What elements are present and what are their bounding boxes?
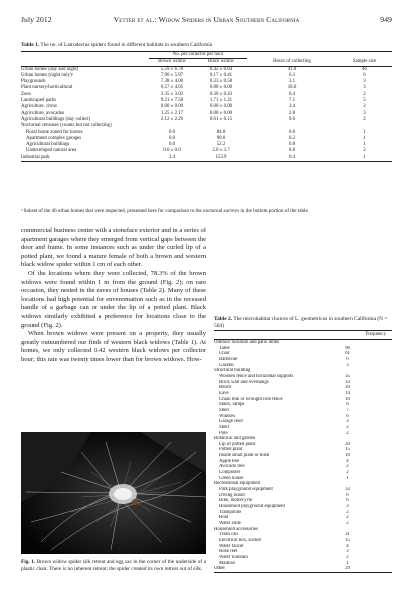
figure-caption [21,559,206,572]
table2-cell-microhabitat: Park playground equipment [219,487,273,493]
table1-cell-black: 84.0 [216,129,226,135]
table2-cell-frequency: 2 [346,424,349,430]
table1-cell-brown: 0.00 ± 0.00 [160,104,184,110]
table1-cell-black: 2.6 ± 3.7 [212,148,230,154]
table2-label: Table 2. [214,316,233,322]
table1-row [21,66,392,73]
table2-cell-microhabitat: Table [219,345,230,351]
table2-cell-frequency: 6 [346,356,349,362]
table2-cell-microhabitat: Composter [219,470,241,476]
table2-cell-microhabitat: Trampoline [219,509,242,515]
table2-cell-microhabitat: Chain link or wrought iron fence [219,396,283,402]
table2-cell-frequency: 8 [346,402,349,408]
issue-date: July 2012 [21,15,52,24]
table2-cell-microhabitat: Gazebo [219,362,234,368]
table2-cell-frequency: 2 [346,509,349,515]
table2-cell-microhabitat: Botanical and garden [214,436,256,442]
table1-cell-black: 0.00 ± 0.00 [209,110,233,116]
table2-cell-frequency: 2 [346,430,349,436]
table1-cell-black: 0.00 ± 0.00 [209,104,233,110]
table2-cell-frequency: 6 [346,498,349,504]
table2-cell-frequency: 1 [346,560,349,566]
table1-cell-habitat: Agricultural buildings [26,142,70,148]
table1-cell-hours: 18.0 [287,85,297,91]
table1-cell-brown: 0.0 ± 0.0 [163,148,181,154]
table2-cell-frequency: 7 [346,407,349,413]
table2-cell-frequency: 20 [345,385,350,391]
table2-cell-frequency: 3 [346,362,349,368]
table2-cell-frequency: 2 [346,521,349,526]
table1-col-brown: Brown widow [149,59,195,66]
table2-cell-frequency: 31 [345,532,350,538]
table2-cell-microhabitat: Barbecue [219,356,238,362]
body-paragraph: commercial business center with a stoneface exterior and in a series of apartment garages where they emerged from vertical gaps between the door and frame. In some instances such as under the curled lip of a potted plant, we found a mature female of both a brown and western black widow spider within 1 cm of each other. [21,227,206,269]
table2-cell-frequency: 29 [303,566,392,572]
spider-retreat-photo [21,432,206,554]
table1-cell-black: 0.33 ± 0.58 [209,79,233,85]
table2-cell-frequency: 14 [345,390,350,396]
table1-cell-hours: 6.4 [288,91,296,97]
table2-title: The microhabitat choices of L. geometricus in southern California (N = 504) [214,316,388,329]
table1-col-hours: Hours of collecting [247,59,337,66]
body-paragraph: When brown widows were present on a property, they usually greatly outnumbered our finds of western black widows (Table 1). At homes, we only collected 0.42 western black widows per collector hour; this rate was twenty times lower than for brown widows. How- [21,330,206,363]
table1-cell-sample: 2 [363,91,366,97]
table1-cell-habitat: Undeveloped natural area [26,148,77,154]
table1-cell-black: 153.9 [195,155,247,162]
table2-cell-microhabitat: Shelf [219,424,230,430]
table1-cell-black: 0.61 ± 0.15 [209,116,233,122]
table2-cell-frequency: 15 [345,447,350,453]
table2-cell-frequency: 3 [346,419,349,425]
table2-cell-frequency: 61 [345,351,350,357]
table1-cell-sample: 1 [337,155,392,162]
table1-cell-habitat: Playgrounds [21,79,46,85]
table1-cell-black: 52.2 [216,142,226,148]
table1-cell-black: 0.17 ± 0.41 [209,72,233,78]
table2-cell-microhabitat: Household playground equipment [219,504,285,510]
body-text [21,227,206,365]
table2-cell-microhabitat: Garage door [219,419,244,425]
table1-cell-habitat: Zoos [21,91,31,97]
table2-cell-frequency: 1 [346,475,349,481]
table1-cell-habitat: Rural home zoned for horses [26,129,83,135]
table2-cell-microhabitat: Water fountain [219,554,248,560]
table2-cell-frequency: 33 [345,379,350,385]
table2-col-frequency: Frequency [214,331,392,340]
table2-cell-microhabitat: Electrical box, socket [219,537,261,543]
running-head [21,15,392,27]
body-paragraph: Of the locations where they were collected, 78.3% of the brown widows were found within 1 m from the ground (Fig. 2); on rare occasion, they nested in the eaves of houses (Table 2). Many of these locations had high potential for envenomation such as in the recessed handle of a garbage can or under the lip of a potted plant. Black widows similarly exhibited a preference for locations close to the ground (Fig. 2). [21,269,206,329]
table1-cell-habitat: Agriculture, avocados [21,110,65,116]
table2-cell-microhabitat: Household accessories [214,526,258,532]
table1 [21,51,392,162]
table2-cell-frequency: 15 [345,537,350,543]
table2-cell-frequency: 33 [345,487,350,493]
table2-cell-microhabitat: Mailbox [219,560,236,566]
table1-cell-hours: 3.1 [288,79,296,85]
table1-cell-hours: 9.6 [288,116,296,122]
table1-cell-sample: 2 [363,116,366,122]
table1-cell-sample: 5 [363,98,366,104]
table1-cell-sample: 6 [363,72,366,78]
table1-cell-sample: 1 [363,129,366,135]
table1-cell-hours: 6.3 [288,72,296,78]
table1-cell-hours: 0.8 [288,129,296,135]
table1-cell-sample: 3 [363,85,366,91]
table2-cell-frequency: 2 [346,470,349,476]
table1-cell-habitat: Agricultural buildings (day collect) [21,116,91,122]
table1-col-black: Black widow [195,59,247,66]
page-number: 949 [380,15,392,24]
figure-label: Fig. 1. [21,559,36,565]
table2-cell-microhabitat: Wooden fence and horizontal supports [219,373,294,379]
table1-cell-hours: 3.4 [288,104,296,110]
table1-cell-hours: 0.2 [288,135,296,141]
table1-cell-habitat: Agriculture, citrus [21,104,57,110]
table2-cell-microhabitat: Eave [219,390,229,396]
table1-cell-brown: 5.59 ± 6.78 [160,66,184,72]
table1-cell-black: 1.71 ± 1.21 [209,98,233,104]
figure-caption-text: Brown widow spider silk retreat and egg sac in the corner of the underside of a plastic chair. There is no inherent retreat; the spider created its own retreat out of silk. [21,559,206,572]
table1-cell-habitat: Apartment complex garages [26,135,82,141]
table1-cell-brown: 1.25 ± 2.17 [160,110,184,116]
table1-cell-sample: 1 [363,142,366,148]
table2-cell-microhabitat: Outdoor furniture and patio items [214,340,280,345]
table1-cell-sample: 46 [362,66,367,72]
table1-cell-black: 0.30 ± 0.43 [209,91,233,97]
table1-cell-hours: 7.1 [288,98,296,104]
table2-cell-microhabitat: Green house [219,475,244,481]
table2-cell-microhabitat: Bike, motorcycle [219,498,253,504]
table1-cell-hours: 0.8 [288,142,296,148]
table1-cell-habitat: Urban homes (day and night) [21,66,79,72]
table2-cell-frequency: 6 [346,492,349,498]
table1-cell-brown: 3.35 ± 3.02 [160,91,184,97]
table2-cell-microhabitat: Potted plant [219,447,243,453]
table1-cell-sample: 1 [363,135,366,141]
table1-cell-hours: 41.8 [287,66,297,72]
table1-row [21,155,392,162]
table1-cell-black: 90.0 [216,135,226,141]
table2-cell-microhabitat: Trash can [219,532,238,538]
running-title: Vetter et al.: Widow Spiders in Urban Southern California [113,15,300,24]
table1-cell-brown: 7.38 ± 4.06 [160,79,184,85]
table1-footnote: ᵃ Subset of the 46 urban homes that were inspected, presented here for comparison to the nocturnal surveys in the bottom portion of the table. [21,208,309,214]
table2-cell-frequency: 10 [345,453,350,459]
table2-cell-microhabitat: Bench [219,385,232,391]
table1-cell-brown: 0.0 [168,135,176,141]
table2-body [214,340,392,573]
table2 [214,330,392,573]
table2-cell-microhabitat: Shed [219,407,229,413]
table1-cell-black: 0.42 ± 0.64 [209,66,233,72]
figure-photo [21,432,206,554]
table1-col-sample: Sample size [337,59,392,66]
table2-cell-microhabitat: Lip of potted plant [219,441,256,447]
table1-cell-sample: 3 [363,110,366,116]
table1-cell-brown: 2.4 [149,155,195,162]
table1-cell-hours: 0.8 [288,148,296,154]
table2-cell-microhabitat: Water faucet [219,543,244,549]
table2-cell-frequency: 20 [345,441,350,447]
table1-cell-brown: 7.90 ± 5.97 [160,72,184,78]
table2-cell-microhabitat: Pole [219,430,228,436]
table2-cell-frequency: 6 [346,413,349,419]
table1-cell-brown: 9.21 ± 7.50 [160,98,184,104]
table1-cell-brown: 6.57 ± 4.05 [160,85,184,91]
table1-title: The no. of Latrodectus spiders found in different habitats in southern California [40,42,213,48]
table2-cell-microhabitat: Brick wall and overhangs [219,379,269,385]
table2-cell-microhabitat: Structural building [214,368,251,374]
table1-cell-hours: 0.4 [247,155,337,162]
table1-group-header: No. per collector per hour [149,52,247,59]
table2-cell-microhabitat: Inside small plant or bush [219,453,270,459]
table2-cell-frequency: 3 [346,549,349,555]
table1-cell-habitat: Industrial park [21,155,149,162]
table1-cell-habitat: Urban homes (night only)ᵃ [21,72,74,78]
table2-cell-frequency: 3 [346,504,349,510]
table2-cell-frequency: 2 [346,515,349,521]
table2-cell-frequency: 2 [346,464,349,470]
table1-cell-sample: 2 [363,104,366,110]
table2-cell-microhabitat: Window [219,413,236,419]
table1-cell-sample: 2 [363,148,366,154]
table2-cell-microhabitat: Apple tree [219,458,240,464]
table1-cell-habitat: Landscaped parks [21,98,57,104]
table2-cell-frequency: 35 [345,373,350,379]
table2-cell-microhabitat: Boat [219,515,229,521]
table1-cell-habitat: Plant nursery/horticultural [21,85,73,91]
table1-body [21,66,392,161]
table2-cell-microhabitat: Avocado tree [219,464,245,470]
table1-cell-brown: 2.12 ± 2.29 [160,116,184,122]
table2-cell-microhabitat: Stairs, ramps [219,402,245,408]
table2-category-row [214,566,392,572]
table1-cell-black: 0.00 ± 0.00 [209,85,233,91]
table1-cell-brown: 0.0 [168,129,176,135]
table2-cell-microhabitat: Water slide [219,521,241,526]
table2-cell-microhabitat: Recreational equipment [214,481,261,487]
table2-cell-frequency: 96 [345,345,350,351]
table2-cell-frequency: 2 [346,554,349,560]
table1-cell-sample: 3 [363,79,366,85]
table2-cell-frequency: 4 [346,543,349,549]
table2-cell-microhabitat: Hose reel [219,549,238,555]
table1-caption [21,42,392,48]
table2-cell-microhabitat: Other [214,566,303,572]
table2-cell-frequency: 10 [345,396,350,402]
table2-cell-microhabitat: Chair [219,351,230,357]
table1-cell-hours: 2.8 [288,110,296,116]
table2-caption [214,316,392,329]
table1-cell-brown: 0.0 [168,142,176,148]
table2-cell-microhabitat: Diving board [219,492,245,498]
table1-cell-habitat: Nocturnal censuses (counts but not collecting) [21,123,112,129]
table1-label: Table 1. [21,42,40,48]
table2-cell-frequency: 4 [346,458,349,464]
